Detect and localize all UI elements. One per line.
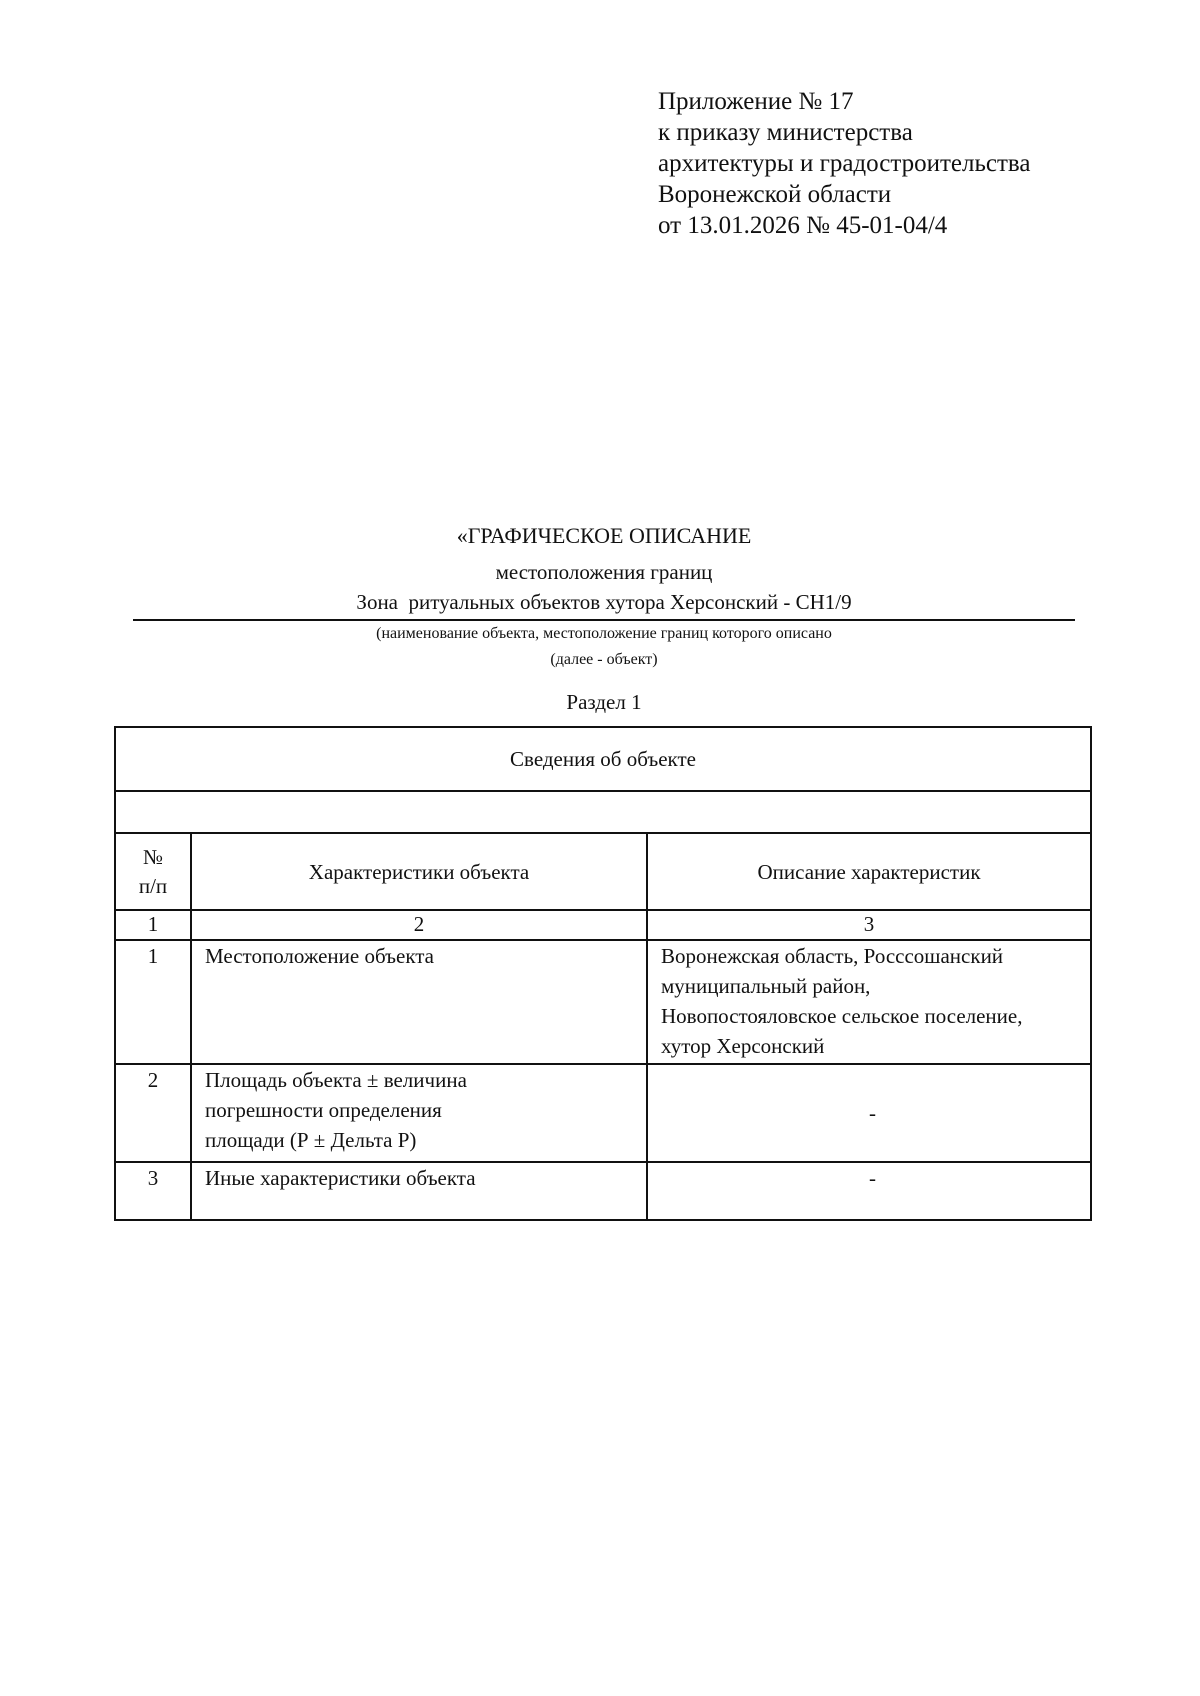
appendix-line: к приказу министерства xyxy=(658,119,913,146)
row-description xyxy=(647,1064,1091,1162)
header-num xyxy=(115,833,191,910)
table-column-numbers-row xyxy=(115,910,1091,940)
characteristic-line: Иные характеристики объекта xyxy=(205,1166,476,1190)
column-number: 1 xyxy=(115,910,191,940)
object-name-note: (наименование объекта, местоположение границ которого описано xyxy=(376,625,832,642)
table-header-row xyxy=(115,833,1091,910)
header-num-abbr: п/п xyxy=(138,873,168,898)
description-line: - xyxy=(869,1101,876,1125)
description-line: Новопостояловское сельское поселение, xyxy=(661,1004,1023,1028)
object-name-note-2: (далее - объект) xyxy=(550,651,658,668)
appendix-date-number: от 13.01.2026 № 45-01-04/4 xyxy=(658,212,948,239)
appendix-line: Приложение № 17 xyxy=(658,88,854,115)
table-caption: Сведения об объекте xyxy=(115,727,1091,791)
row-number: 2 xyxy=(115,1064,191,1162)
column-number: 2 xyxy=(191,910,647,940)
row-description xyxy=(647,940,1091,1064)
description-line: хутор Херсонский xyxy=(661,1034,825,1058)
description-line: муниципальный район, xyxy=(661,974,871,998)
characteristic-line: Площадь объекта ± величина xyxy=(205,1068,467,1092)
appendix-line: Воронежской области xyxy=(658,181,892,208)
row-characteristic xyxy=(191,1064,647,1162)
object-name: Зона ритуальных объектов хутора Херсонский - СН1/9 xyxy=(356,590,852,614)
characteristic-line: Местоположение объекта xyxy=(205,944,435,968)
header-num-sign: № xyxy=(142,844,164,869)
description-line: - xyxy=(869,1166,876,1190)
appendix-line: архитектуры и градостроительства xyxy=(658,150,1031,177)
row-number: 1 xyxy=(115,940,191,1064)
object-name-underline xyxy=(133,619,1075,621)
appendix-block xyxy=(658,86,1030,241)
row-description xyxy=(647,1162,1091,1220)
characteristic-line: погрешности определения xyxy=(205,1098,442,1122)
document-title: «ГРАФИЧЕСКОЕ ОПИСАНИЕ xyxy=(456,523,752,548)
document-subtitle: местоположения границ xyxy=(495,560,713,584)
description-line: Воронежская область, Росссошанский xyxy=(661,944,1004,968)
row-number: 3 xyxy=(115,1162,191,1220)
row-characteristic xyxy=(191,1162,647,1220)
column-number: 3 xyxy=(647,910,1091,940)
table-row xyxy=(115,1162,1091,1220)
table-row xyxy=(115,940,1091,1064)
header-description: Описание характеристик xyxy=(647,833,1091,910)
characteristic-line: площади (Р ± Дельта Р) xyxy=(205,1128,417,1152)
header-characteristics: Характеристики объекта xyxy=(191,833,647,910)
table-empty-row xyxy=(115,791,1091,833)
section-title: Раздел 1 xyxy=(566,690,642,714)
object-info-table xyxy=(114,726,1092,1221)
table-row xyxy=(115,1064,1091,1162)
row-characteristic xyxy=(191,940,647,1064)
